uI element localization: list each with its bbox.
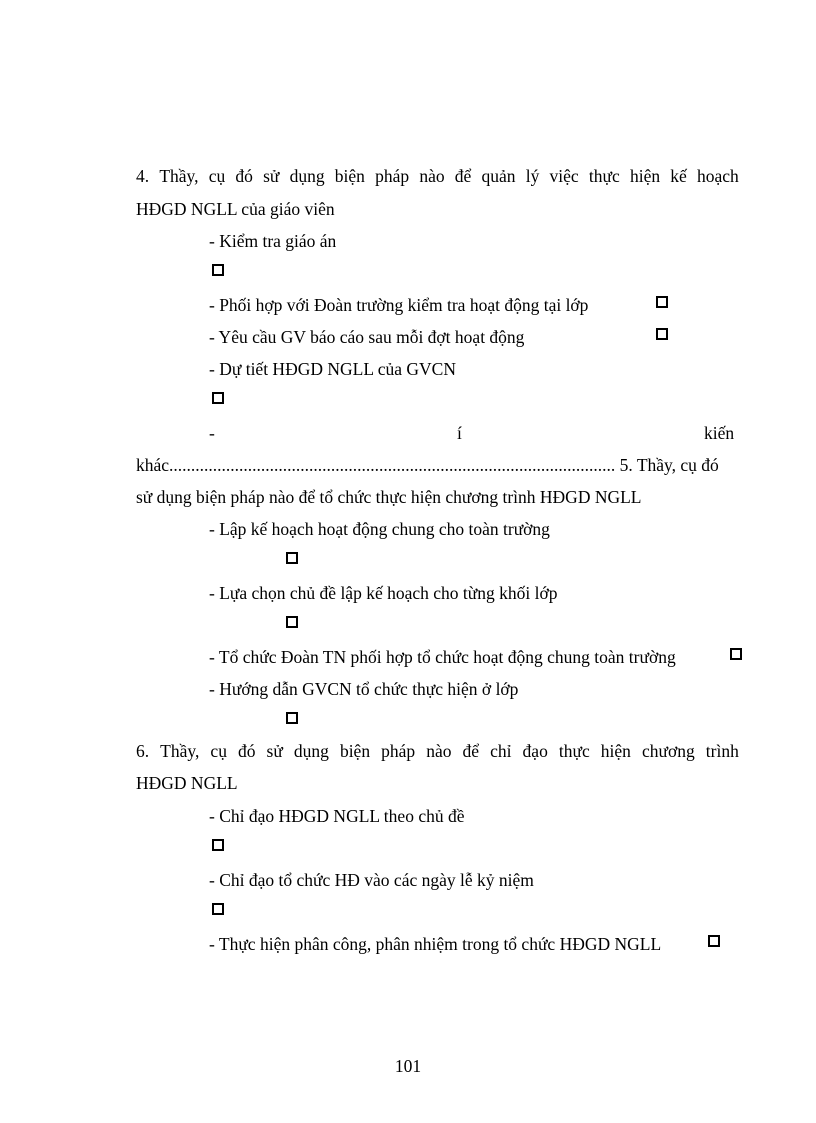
q4-other-word-2: kiến (704, 423, 735, 443)
question-word: 6. (136, 741, 150, 761)
q5-option-1: - Lập kế hoạch hoạt động chung cho toàn trường (209, 519, 550, 539)
question-word: thực (558, 741, 590, 761)
q4-option-4-checkbox[interactable] (212, 392, 224, 404)
question-word: đó (235, 166, 253, 186)
q4-option-2: - Phối hợp với Đoàn trường kiểm tra hoạt động tại lớp (209, 295, 589, 315)
question-word: quản (481, 166, 516, 186)
q4-option-3: - Yêu cầu GV báo cáo sau mỗi đợt hoạt động (209, 327, 525, 347)
question-word: kế (670, 166, 687, 186)
q6-question-line1 (136, 741, 739, 761)
question-word: để (454, 166, 472, 186)
question-word: đó (238, 741, 256, 761)
q6-option-3-checkbox[interactable] (708, 935, 720, 947)
q5-option-4: - Hướng dẫn GVCN tổ chức thực hiện ở lớp (209, 679, 519, 699)
question-word: sử (266, 741, 283, 761)
question-word: lý (525, 166, 540, 186)
question-word: pháp (375, 166, 410, 186)
question-word: Thầy, (159, 166, 199, 186)
q6-option-2: - Chỉ đạo tổ chức HĐ vào các ngày lễ kỷ niệm (209, 870, 534, 890)
question-word: chương (641, 741, 695, 761)
question-word: để (462, 741, 480, 761)
q5-option-2: - Lựa chọn chủ đề lập kế hoạch cho từng khối lớp (209, 583, 558, 603)
q4-other-word: í (457, 423, 462, 443)
q4-option-1: - Kiểm tra giáo án (209, 231, 337, 251)
question-word: 4. (136, 166, 150, 186)
question-word: cụ (210, 741, 227, 761)
q4-option-4: - Dự tiết HĐGD NGLL của GVCN (209, 359, 456, 379)
q5-option-2-checkbox[interactable] (286, 616, 298, 628)
q6-option-2-checkbox[interactable] (212, 903, 224, 915)
question-word: nào (419, 166, 445, 186)
question-word: dụng (289, 166, 325, 186)
question-word: hoạch (697, 166, 739, 186)
question-word: Thầy, (160, 741, 200, 761)
question-word: biện (339, 741, 371, 761)
q4-option-2-checkbox[interactable] (656, 296, 668, 308)
q5-question-line2: sử dụng biện pháp nào để tổ chức thực hiện chương trình HĐGD NGLL (136, 487, 642, 507)
question-word: hiện (600, 741, 631, 761)
question-word: dụng (293, 741, 329, 761)
page-number: 101 (394, 1056, 422, 1076)
q5-option-3-checkbox[interactable] (730, 648, 742, 660)
q4-other-line2: khác...................................................................................................... 5. Thầy, cụ đó (136, 455, 719, 475)
q5-option-4-checkbox[interactable] (286, 712, 298, 724)
q6-option-3: - Thực hiện phân công, phân nhiệm trong tổ chức HĐGD NGLL (209, 934, 662, 954)
question-word: hiện (629, 166, 661, 186)
q6-question-line2: HĐGD NGLL (136, 773, 238, 793)
q5-option-1-checkbox[interactable] (286, 552, 298, 564)
q5-option-3: - Tổ chức Đoàn TN phối hợp tổ chức hoạt động chung toàn trường (209, 647, 676, 667)
question-word: thực (588, 166, 620, 186)
question-word: sử (263, 166, 280, 186)
q4-option-1-checkbox[interactable] (212, 264, 224, 276)
q6-option-1-checkbox[interactable] (212, 839, 224, 851)
q4-other-dash: - (209, 423, 215, 443)
question-word: cụ (208, 166, 226, 186)
q4-question-line1 (136, 166, 739, 186)
question-word: trình (705, 741, 739, 761)
question-word: đạo (522, 741, 548, 761)
q6-option-1: - Chỉ đạo HĐGD NGLL theo chủ đề (209, 806, 465, 826)
question-word: nào (426, 741, 452, 761)
question-word: chỉ (490, 741, 512, 761)
question-word: pháp (381, 741, 416, 761)
q4-question-line2: HĐGD NGLL của giáo viên (136, 199, 335, 219)
question-word: việc (549, 166, 579, 186)
q4-option-3-checkbox[interactable] (656, 328, 668, 340)
question-word: biện (334, 166, 365, 186)
